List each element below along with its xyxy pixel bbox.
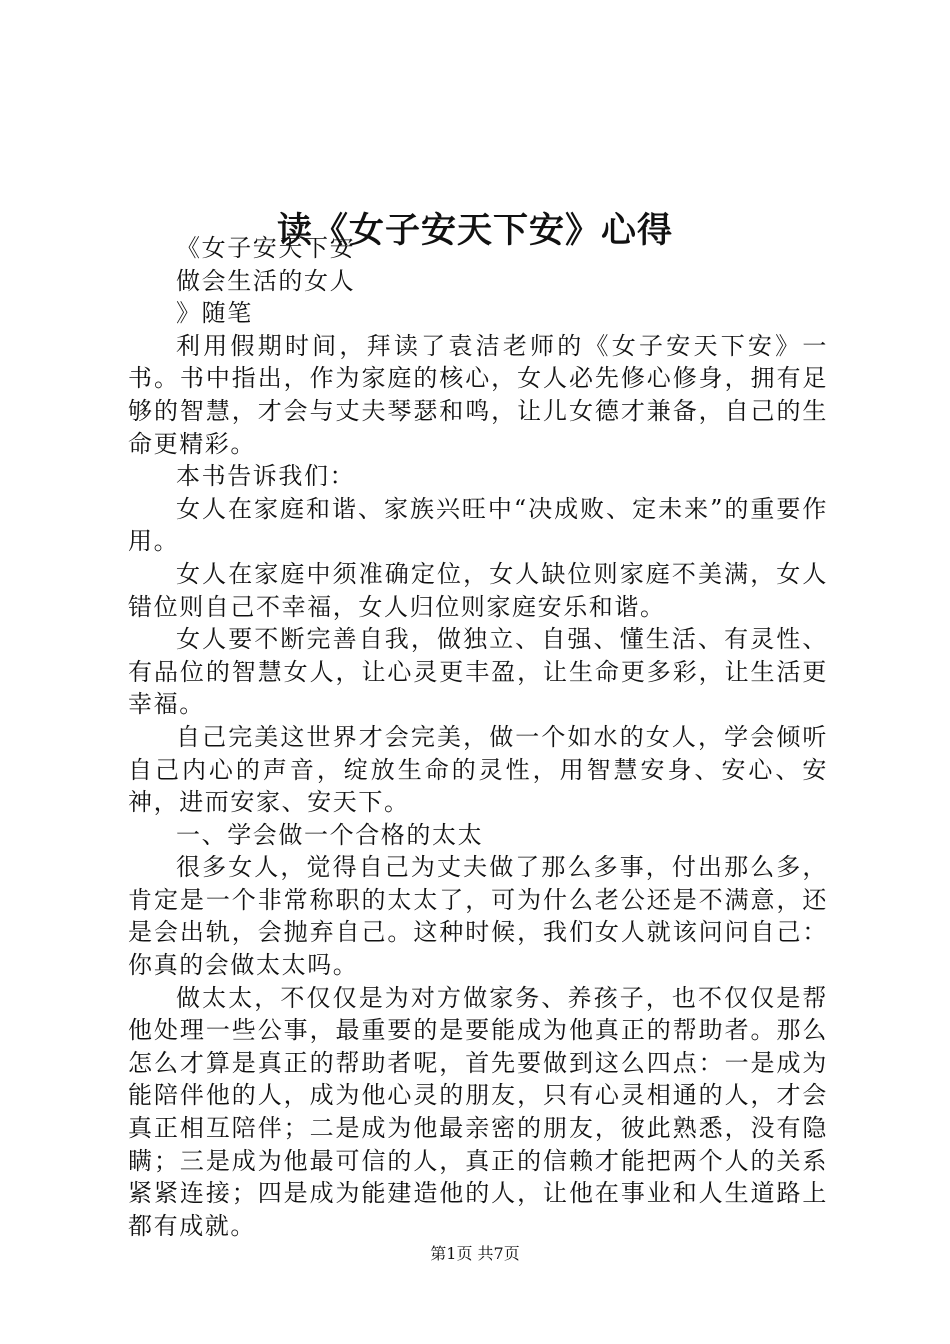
paragraph: 利用假期时间，拜读了袁洁老师的《女子安天下安》一书。书中指出，作为家庭的核心，女人必先修心修身，拥有足够的智慧，才会与丈夫琴瑟和鸣，让儿女德才兼备，自己的生命更精彩。	[128, 331, 828, 458]
paragraph: 女人在家庭和谐、家族兴旺中“决成败、定未来”的重要作用。	[128, 494, 828, 556]
paragraph: 做太太，不仅仅是为对方做家务、养孩子，也不仅仅是帮他处理一些公事，最重要的是要能成为他真正的帮助者。那么怎么才算是真正的帮助者呢，首先要做到这么四点：一是成为能陪伴他的人，成为他心灵的朋友，只有心灵相通的人，才会真正相互陪伴；二是成为他最亲密的朋友，彼此熟悉，没有隐瞒；三是成为他最可信的人，真正的信赖才能把两个人的关系紧紧连接；四是成为能建造他的人，让他在事业和人生道路上都有成就。	[128, 983, 828, 1240]
paragraph: 做会生活的女人	[176, 266, 356, 295]
paragraph: 自己完美这世界才会完美，做一个如水的女人，学会倾听自己内心的声音，绽放生命的灵性，用智慧安身、安心、安神，进而安家、安天下。	[128, 722, 828, 817]
paragraph: 》随笔	[176, 299, 253, 328]
paragraph: 女人要不断完善自我，做独立、自强、懂生活、有灵性、有品位的智慧女人，让心灵更丰盈，让生命更多彩，让生活更幸福。	[128, 625, 828, 719]
page-footer: 第1页 共7页	[430, 1244, 520, 1263]
document-body	[128, 232, 828, 1242]
paragraph: 很多女人，觉得自己为丈夫做了那么多事，付出那么多，肯定是一个非常称职的太太了，可为什么老公还是不满意，还是会出轨，会抛弃自己。这种时候，我们女人就该问问自己：你真的会做太太吗。	[128, 853, 828, 980]
paragraph: 《女子安天下安	[176, 234, 356, 262]
paragraph: 本书告诉我们：	[176, 462, 356, 491]
paragraph: 女人在家庭中须准确定位，女人缺位则家庭不美满，女人错位则自己不幸福，女人归位则家庭安乐和谐。	[128, 559, 828, 621]
section-heading: 一、学会做一个合格的太太	[176, 820, 484, 849]
document-title: 读《女子安天下安》心得	[276, 210, 673, 252]
